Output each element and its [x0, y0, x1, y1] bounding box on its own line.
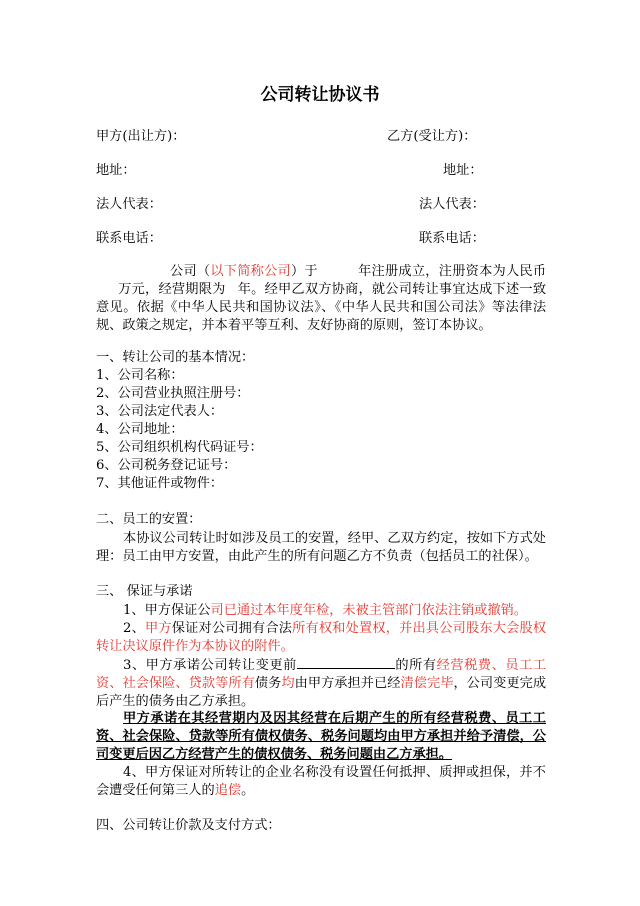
clause-3-bold-commitment: 甲方承诺在其经营期内及因其经营在后期产生的所有经营税费、员工工资、社会保险、贷款等所有债权债务、税务问题均由甲方承担并给予清偿，公司变更后因乙方经营产生的债权债务、税务问题由乙方承担。: [96, 711, 546, 762]
party-b-rep-label: 法人代表：: [419, 197, 485, 212]
party-b-label: 乙方(受让方)：: [387, 129, 477, 144]
clause-2: [96, 620, 546, 656]
clause-1-red-text: 司已通过本年度年检，未被主管部门依法注销或撤销。: [210, 603, 528, 618]
blank-line: [297, 656, 395, 669]
document-title: 公司转让协议书: [260, 85, 380, 105]
clause-3-red-text-1: 经营税费、员工工资、社会保险、贷款等所有: [96, 658, 547, 691]
intro-paragraph: [96, 263, 546, 335]
section1-heading: 一、转让公司的基本情况：: [96, 350, 255, 365]
party-b-phone-label: 联系电话：: [419, 231, 485, 246]
party-a-phone-label: 联系电话：: [96, 231, 162, 246]
intro-text-5: 年。经甲乙双方协商，就公司转让事宜达成下述一致意见。依据《中华人民共和国协议法》、《中华人民共和国公司法》等法律法规、政策之规定，并本着平等互利、友好协商的原则，签订本协议。: [96, 282, 547, 333]
list-item: 4、公司地址：: [96, 422, 184, 437]
section2-body: 本协议公司转让时如涉及员工的安置，经甲、乙双方约定，按如下方式处理：员工由甲方安置，由此产生的所有问题乙方不负责（包括员工的社保）。: [96, 531, 546, 564]
clause-4: [96, 764, 546, 800]
section3-heading: 三、 保证与承诺: [96, 584, 193, 599]
section2-heading: 二、员工的安置：: [96, 512, 202, 527]
list-item: 6、公司税务登记证号：: [96, 458, 237, 473]
clause-1: [96, 602, 546, 620]
intro-text-3: 年注册成立，注册资本为人民币: [357, 264, 547, 279]
clause-4-red-text: 追偿: [214, 783, 242, 798]
list-item: 3、公司法定代表人：: [96, 404, 224, 419]
intro-text-1: 公司（: [170, 264, 211, 279]
clause-4-end: 。: [241, 783, 255, 798]
clause-3-text-b: 的所有: [394, 658, 437, 673]
clause-1-text: 1、甲方保证公: [123, 603, 211, 618]
clause-2-red-text: 所有权和处置权，并出具公司股东大会股权转让决议原件作为本协议的附件。: [96, 621, 547, 654]
intro-text-4: 万元，经营期限为: [118, 282, 226, 297]
clause-3-text-d: 由甲方承担并已经: [294, 676, 401, 691]
party-a-address-label: 地址：: [96, 163, 136, 178]
clause-3-red-text-3: 清偿完毕: [400, 676, 454, 691]
list-item: 1、公司名称：: [96, 368, 184, 383]
party-a-rep-label: 法人代表：: [96, 197, 162, 212]
clause-2-text: 保证对公司拥有合法: [171, 621, 293, 636]
clause-4-text: 4、甲方保证对所转让的企业名称没有设置任何抵押、质押或担保，并不会遭受任何第三人的: [96, 765, 546, 798]
clause-3-text-a: 3、甲方承诺公司转让变更前: [123, 658, 297, 673]
clause-3-text-c: 债务: [254, 676, 282, 691]
party-b-address-label: 地址：: [443, 163, 483, 178]
section4-heading: 四、公司转让价款及支付方式：: [96, 818, 281, 833]
clause-2-red-party: 甲方: [144, 621, 172, 636]
list-item: 2、公司营业执照注册号：: [96, 386, 250, 401]
clause-3: [96, 656, 546, 711]
clause-2-number: 2、: [123, 621, 145, 636]
list-item: 5、公司组织机构代码证号：: [96, 440, 263, 455]
clause-3-text-e: ，公司变更完成后产生的债务由乙方承担。: [96, 676, 547, 709]
intro-text-2: ）于: [290, 264, 318, 279]
clause-3-red-text-2: 均: [281, 676, 295, 691]
list-item: 7、其他证件或物件：: [96, 476, 224, 491]
party-a-label: 甲方(出让方)：: [96, 129, 186, 144]
intro-abbrev-red: 以下简称公司: [210, 264, 291, 279]
